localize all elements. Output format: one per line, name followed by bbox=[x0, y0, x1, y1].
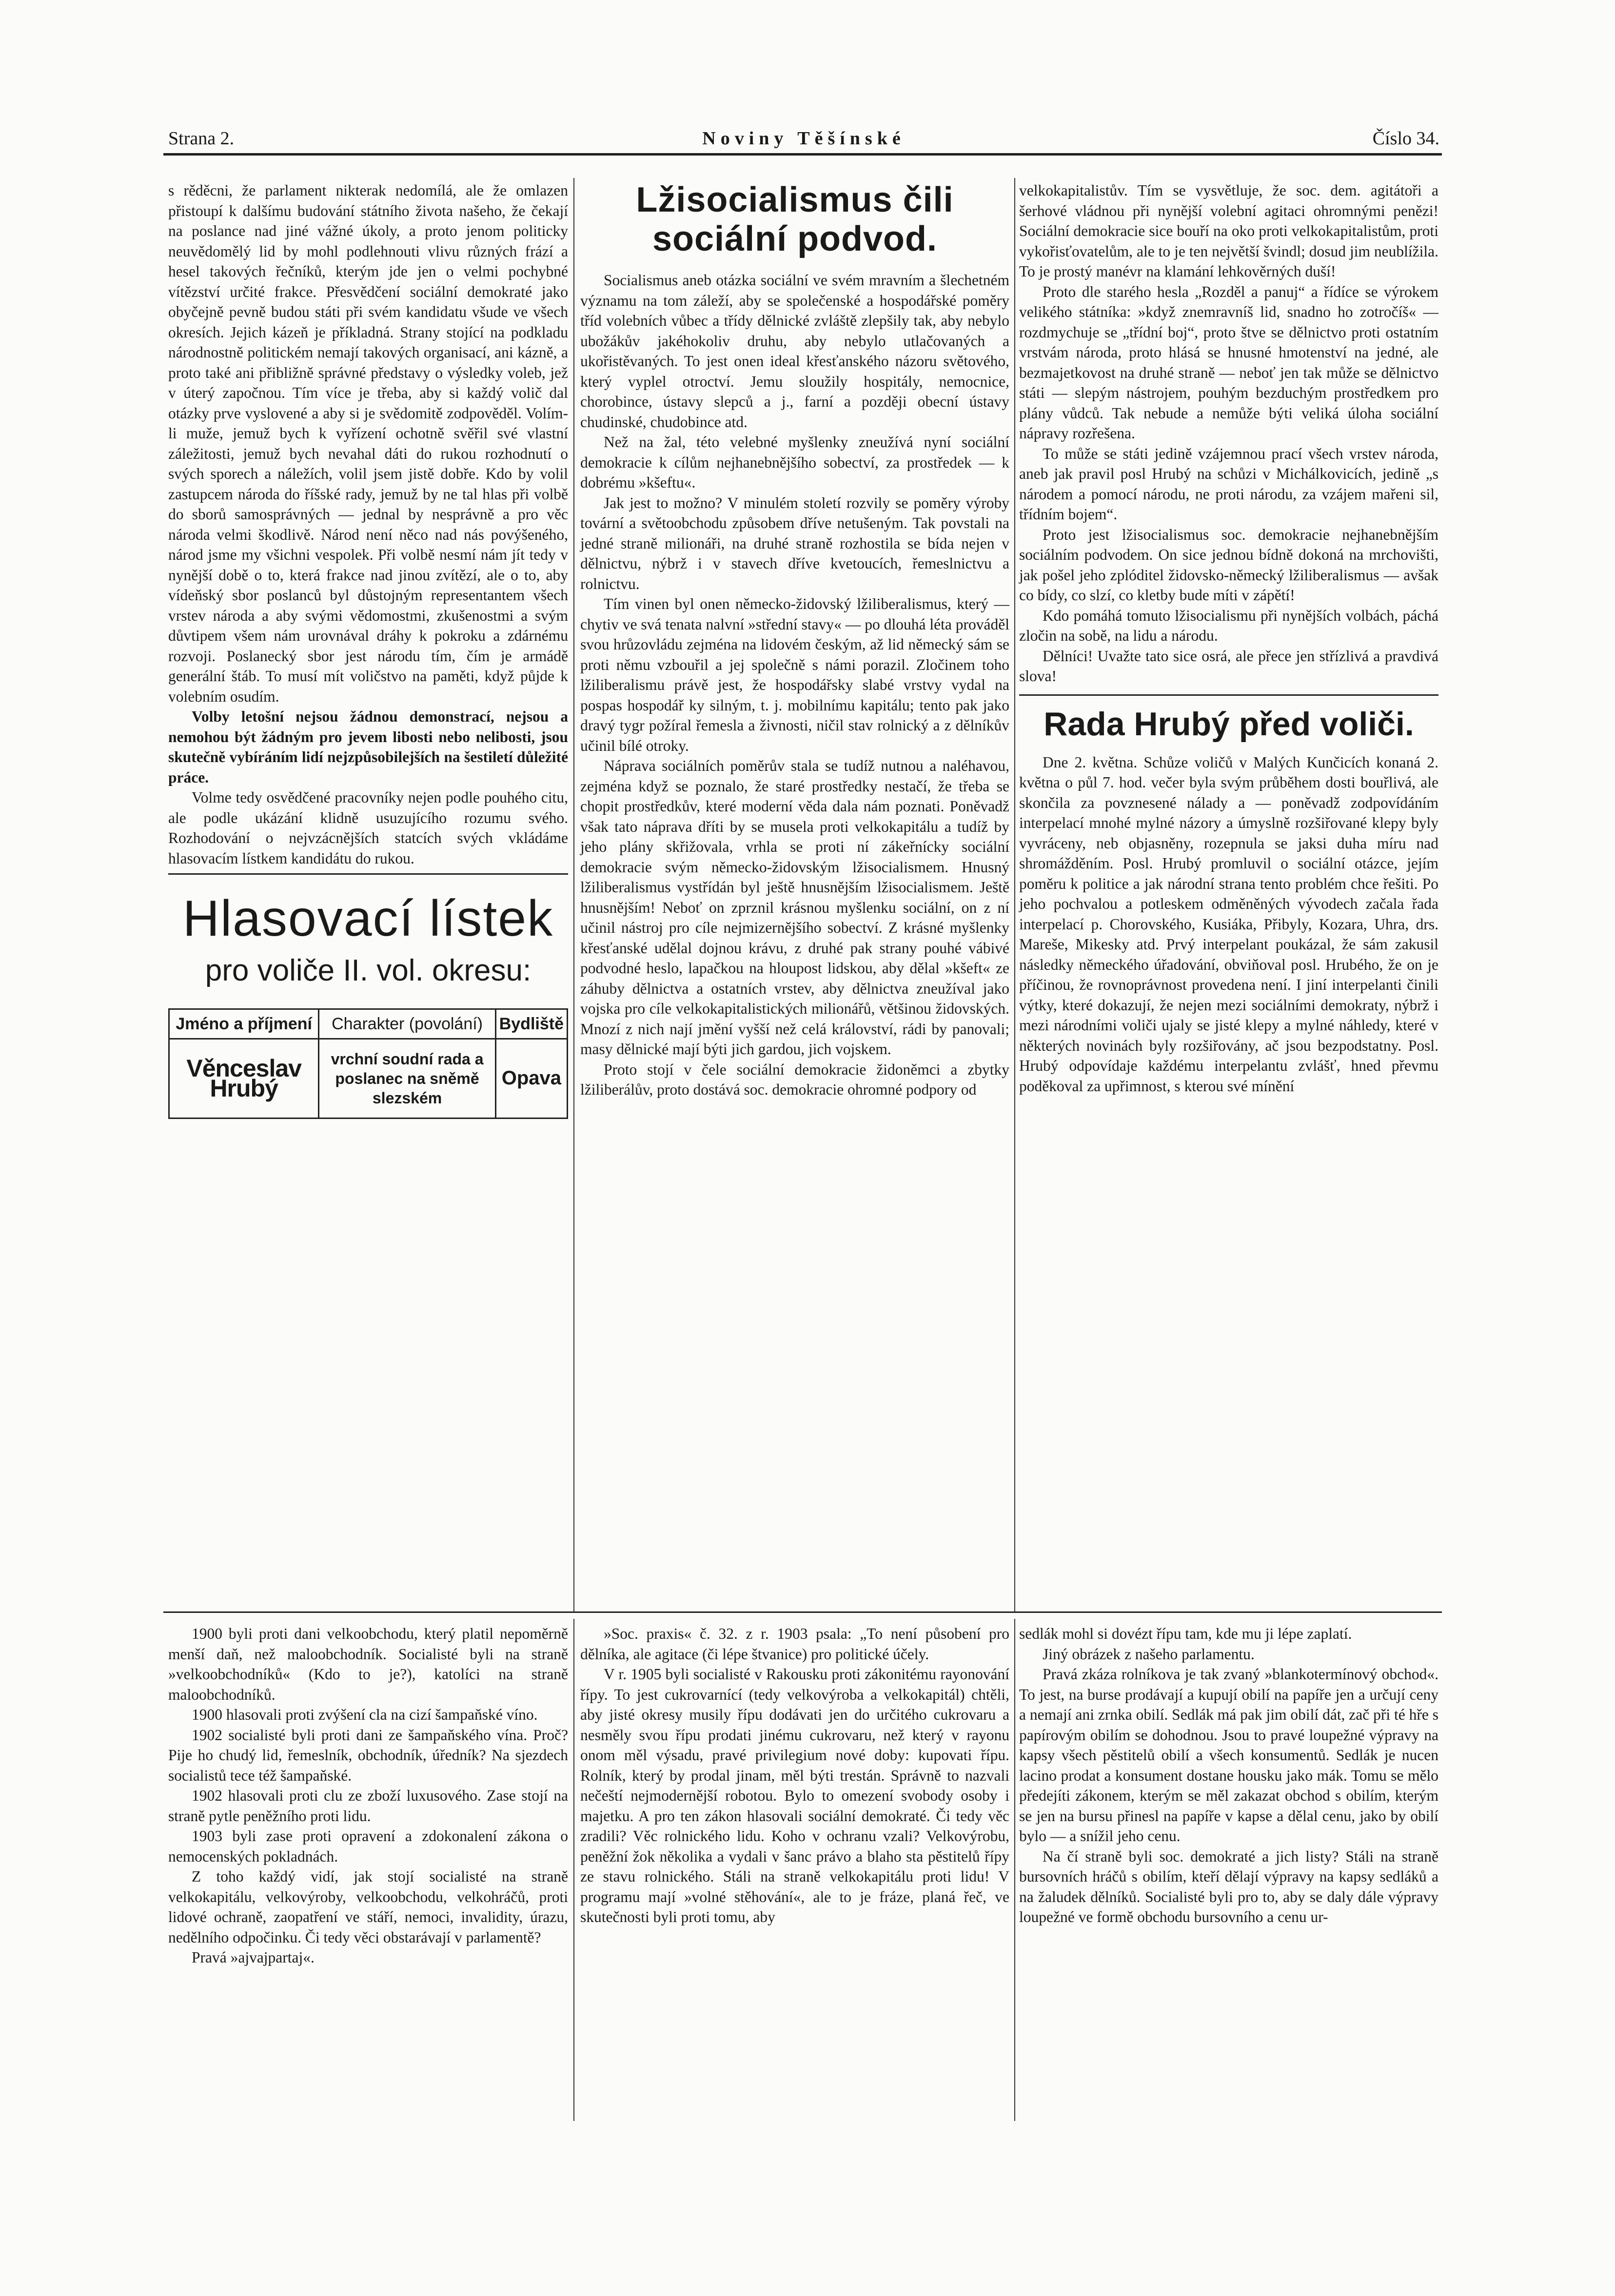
paragraph: Dělníci! Uvažte tato sice osrá, ale přece jen střízlivá a pravdivá slova! bbox=[1019, 647, 1438, 685]
divider bbox=[168, 873, 568, 875]
paragraph: V r. 1905 byli socialisté v Rakousku proti zákonitému rayonování řípy. To jest cukrovarnící (tedy velkovýroba a velkokapitál) chtěli, aby jisté okresy musily řípu dodávati jen do určitého cukrovaru a nesměly svou řípu prodati jinému cukrovaru, než který v rayonu onom měl výsadu, pravé privilegium nové doby: kupovati řípu. Rolník, který by prodal jinam, měl býti trestán. Správně to nazvali nečeští nejmodernější robotou. Bylo to omezení svobody osoby i majetku. A pro ten zákon hlasovali sociální demokraté. Či tedy věc zradili? Věc rolnického lidu. Koho v ochranu vzali? Velkovýrobu, peněžní žok několika a vydali v šanc právo a blaho sta pěstitelů řípy ze stavu rolnického. Stáli na straně velkokapitálu proti lidu! V programu mají »volné stěhování«, ale to je fráze, planá řeč, ve skutečnosti byli proti tomu, aby bbox=[580, 1666, 1009, 1925]
paragraph: Proto jest lžisocialismus soc. demokracie nejhanebnějším sociálním podvodem. On sice jednou bídně dokoná na mrchovišti, jak pošel jeho zplóditel židovsko-německý lžiliberalismus — avšak co bídy, co slzí, co kletby bude míti v zápětí! bbox=[1019, 526, 1438, 604]
article-title: Rada Hrubý před voliči. bbox=[1044, 705, 1414, 743]
column-2-upper bbox=[580, 180, 1009, 1100]
newspaper-title: Noviny Těšínské bbox=[702, 128, 906, 149]
ballot-title: Hlasovací lístek bbox=[182, 890, 554, 947]
paragraph: 1902 hlasovali proti clu ze zboží luxusového. Zase stojí na straně pytle peněžního proti lidu. bbox=[168, 1787, 568, 1825]
column-divider bbox=[1014, 1619, 1015, 2121]
paragraph: s rěděcni, že parlament nikterak nedomílá, ale že omlazen přistoupí k dalšímu budování státního života našeho, že čekají na poslance nad jiné vážné úkoly, a proto jenom politicky neuvědomělý lid by mohl podlehnouti vlivu různých frází a hesel takových řečníků, kterým jde jen o velmi pochybné vítězství určité frakce. Přesvědčení sociální demokraté jako obyčejně pevně budou státi při svém kandidatu všude ve všech okresích. Jejich kázeň je příkladná. Strany stojící na podkladu národnostně politickém nemají takových organisací, ani kázně, a proto také ani přibližně správné představy o výsledky voleb, jež v úterý započnou. Tím více je třeba, aby si každý volič dal otázky prve vyslovené a aby si je svědomitě zodpověděl. Volím-li muže, jemuž bych k vyřízení ochotně svěřil své vlastní záležitosti, jemuž bych nevahal dáti do rukou rozhodnutí o svých sporech a náležích, volil jsem jistě dobře. Kdo by volil zastupcem národa do říšské rady, jemuž by ne tal hlas při volbě do sborů samosprávných — jednal by nesprávně a pro věc národa velmi škodlivě. Národ není něco nad nás povýšeného, národ jsme my všichni vespolek. Při volbě nesmí nám jít tedy v nynější době o to, která frakce nad jinou zvítězí, ale o to, aby vídeňský sbor poslanců byl důstojným representantem všech vrstev národa a aby svými vědomostmi, zkušenostmi a svým důvtipem všem nám urovnával dráhy k pokroku a zdárnému rozvoji. Poslanecký sbor jest národu tím, čím je armádě generální štáb. To musí mít voličstvo na paměti, když půjde k volebním osudím. bbox=[168, 182, 568, 705]
paragraph: To může se státi jedině vzájemnou prací všech vrstev národa, aneb jak pravil posl Hrubý na schůzi v Michálkovicích, jedině „s národem a pomocí národu, ne proti národu, za vzájem mařeni sil, třídním bojem“. bbox=[1019, 445, 1438, 523]
article-title: Lžisocialismus čili sociální podvod. bbox=[636, 180, 954, 258]
column-3-lower bbox=[1019, 1624, 1438, 1927]
ballot-subtitle: pro voliče II. vol. okresu: bbox=[205, 954, 532, 987]
candidate-name: Věnceslav Hrubý bbox=[169, 1039, 319, 1119]
paragraph: Kdo pomáhá tomuto lžisocialismu při nynějších volbách, páchá zločin na sobě, na lidu a národu. bbox=[1019, 607, 1438, 644]
paragraph: Volme tedy osvědčené pracovníky nejen podle pouhého citu, ale podle ukázání klidně usuzujícího rozumu svého. Rozhodování o nejvzácnějších statcích svých vkládáme hlasovacím lístkem kandidátu do rukou. bbox=[168, 789, 568, 867]
paragraph: Jak jest to možno? V minulém století rozvily se poměry výroby tovární a světoobchodu způsobem dříve netušeným. Tak povstali na jedné straně milionáři, na druhé straně rozhostila se bída nejen v dělnictvu, nýbrž i v stavech dříve kvetoucích, řemeslnictvu a rolnictvu. bbox=[580, 494, 1009, 592]
issue-number: Číslo 34. bbox=[1372, 128, 1439, 149]
paragraph: Jiný obrázek z našeho parlamentu. bbox=[1043, 1645, 1255, 1663]
paragraph: 1903 byli zase proti opravení a zdokonalení zákona o nemocenských pokladnách. bbox=[168, 1827, 568, 1865]
header-rule bbox=[163, 153, 1442, 156]
column-divider bbox=[573, 1619, 574, 2121]
paragraph: 1900 byli proti dani velkoobchodu, který platil nepoměrně menší daň, než maloobchodník. Socialisté byli na straně »velkoobchodníků« (Kdo to je?), katolíci na straně maloobchodníků. bbox=[168, 1625, 568, 1703]
paragraph: Z toho každý vidí, jak stojí socialisté na straně velkokapitálu, velkovýroby, velkoobchodu, velkohráčů, proti lidové ochraně, zaopatření ve stáří, nemoci, invalidity, úrazu, nedělního odpočinku. Či tedy věci obstarávají v parlamentě? bbox=[168, 1868, 568, 1946]
section-rule bbox=[163, 1611, 1442, 1613]
divider bbox=[1019, 694, 1438, 696]
column-2-lower bbox=[580, 1624, 1009, 1927]
paragraph: velkokapitalistův. Tím se vysvětluje, že soc. dem. agitátoři a šerhové vládnou při nynější volební agitaci ohromnými penězi! Sociální demokracie sice bouří na oko proti velkokapitalistům, proti vykořisťovatelům, ale to je ten největší švindl; dosud jim neublížila. To je prostý manévr na klamání lehkověrných duší! bbox=[1019, 182, 1438, 280]
paragraph: Dne 2. května. Schůze voličů v Malých Kunčicích konaná 2. května o půl 7. hod. večer byla svým průběhem dosti bouřlivá, ale skončila za povznesené nálady a — poněvadž zodpovídáním interpelací mnohé mylné názory a úmyslně rozšiřované klepy byly vyvráceny, neb objasněny, rozepnula se jaksi duha míru nad shromážděním. Posl. Hrubý promluvil o sociální otázce, jejím poměru k politice a jak národní strana tento problém chce řešiti. Po jeho pochvalou a potleskem odměněných vývodech začala řada interpelací p. Chorovského, Kusiáka, Přibyly, Kozara, Uhra, drs. Mareše, Mikesky atd. Prvý interpelant poukázal, že sám zakusil následky německého úřadování, obviňoval posl. Hrubého, že on je příčinou, že rovnoprávnost provedena není. I jiní interpelanti činili výtky, které dokazují, že nejen mezi sociálními demokraty, nýbrž i mezi národními voliči ujaly se jisté klepy a mylné náhledy, které v některých novinách byly rozšiřovány, ač jsou bezpodstatny. Posl. Hrubý odpovídaje každému interpelantu zvlášť, hned převmu poděkoval za upřimnost, s kterou své mínění bbox=[1019, 753, 1438, 1095]
ballot-header-name: Jméno a příjmení bbox=[169, 1009, 319, 1039]
candidate-residence: Opava bbox=[495, 1039, 567, 1119]
page-header bbox=[168, 128, 1439, 152]
paragraph: sedlák mohl si dovézt řípu tam, kde mu ji lépe zaplatí. bbox=[1019, 1625, 1352, 1642]
ballot-table bbox=[168, 1008, 568, 1119]
page-number: Strana 2. bbox=[168, 128, 235, 149]
paragraph: Socialismus aneb otázka sociální ve svém mravním a šlechetném významu na tom záleží, aby se společenské a hospodářské poměry tříd volebních vůbec a třídy dělnické zvláště zlepšily tak, aby nebylo ubožákův jakéhokoliv druhu, aby nebylo utlačovaných a ukořistěvaných. To jest onen ideal křesťanského názoru světového, který vyplel otroctví. Jemu sloužily hospitály, nemocnice, chorobince, ústavy slepců a j., farní a později obecní ústavy chudinské, chudobince atd. bbox=[580, 272, 1009, 431]
ballot-header-character: Charakter (povolání) bbox=[319, 1009, 495, 1039]
paragraph: Proto stojí v čele sociální demokracie židoněmci a zbytky lžiliberálův, proto dostává soc. demokracie ohromné podpory od bbox=[580, 1060, 1009, 1098]
candidate-character: vrchní soudní rada a poslanec na sněmě slezském bbox=[319, 1039, 495, 1119]
column-1-lower bbox=[168, 1624, 568, 1968]
paragraph-emphasis: Volby letošní nejsou žádnou demonstrací, nejsou a nemohou být žádným pro jevem libosti nebo nelibosti, jsou skutečně vybíráním lidí nejzpůsobilejších na šestiletí důležité práce. bbox=[168, 708, 568, 786]
column-divider bbox=[573, 178, 574, 1611]
column-3-upper bbox=[1019, 180, 1438, 1096]
paragraph: 1900 hlasovali proti zvýšení cla na cizí šampaňské víno. bbox=[192, 1706, 538, 1723]
paragraph: 1902 socialisté byli proti dani ze šampaňského vína. Proč? Pije ho chudý lid, řemeslník, obchodník, úředník? Na sjezdech socialistů tece též šampaňské. bbox=[168, 1726, 568, 1784]
paragraph: Pravá »ajvajpartaj«. bbox=[192, 1949, 315, 1966]
paragraph: Proto dle starého hesla „Rozděl a panuj“ a řídíce se výrokem velikého státníka: »když znemravníš lid, snadno ho zotročíš« — rozdmychuje se „třídní boj“, proto štve se dělnictvo proti ostatním vrstvám národa, proto hlásá se hnusné hmotenství na jedné, ale bezmajetkovost na druhé straně — neboť jen tak může se dělnictvo státi — slepým nástrojem, pouhým bezduchým prostředkem pro plány vůdců. Tak nebude a nemůže býti veliká úloha sociální nápravy rozřešena. bbox=[1019, 283, 1438, 442]
column-1-upper bbox=[168, 180, 568, 1119]
paragraph: Než na žal, této velebné myšlenky zneužívá nyní sociální demokracie k cílům nejhanebnějšího sobectví, za prostředek — k dobrému »kšeftu«. bbox=[580, 433, 1009, 491]
ballot-header-residence: Bydliště bbox=[495, 1009, 567, 1039]
paragraph: »Soc. praxis« č. 32. z r. 1903 psala: „To není působení pro dělníka, ale agitace (či lépe štvanice) pro politické účely. bbox=[580, 1625, 1009, 1663]
paragraph: Pravá zkáza rolníkova je tak zvaný »blankotermínový obchod«. To jest, na burse prodávají a kupují obilí na papíře jen a určují ceny a nemají ani zrnka obilí. Sedlák má pak jim obilí dát, zač při té hře s papírovým obilím se dohodnou. Jsou to pravé loupežné výpravy na kapsy všech pěstitelů obilí a všech konsumentů. Sedlák je nucen lacino prodat a konsument dostane housku jako mák. Tomu se mělo předejíti zákonem, kterým se měl zakazat obchod s obilím, kterým se jen na bursu přinesl na papíře v kapse a dělal cenu, jako by obilí bylo — a snížil jeho cenu. bbox=[1019, 1666, 1438, 1845]
paragraph: Náprava sociálních poměrův stala se tudíž nutnou a naléhavou, zejména když se poznalo, že staré prostředky nestačí, že třeba se chopit prostředkův, které moderní věda dala nám poznati. Poněvadž však tato náprava dříti by se musela proti velkokapitálu a tudíž by jeho plány skřižovala, vrhla se proti ní zákeřnícky sociální demokracie svým německo-židovským lžisocialismem. Hnusný lžiliberalismus vystřídán byl ještě hnusnějším lžisocialismem. Ještě hnusnějším! Neboť on zprznil krásnou myšlenku sociální, on z ní učinil nástroj pro cíle nejmizernějšího sobectví. Z krásné myšlenky křesťanské udělal dojnou krávu, z druhé pak strany pouhé vábivé podvodné heslo, lapačkou na hloupost lidskou, aby dělal »kšeft« ze záhuby dělnictva a ostatních vrstev, aby dělnictva zneužíval jako vojska pro cíle velkokapitalistických milionářů, většinou židovských. Mnozí z nich nají jmění vyšší než celá království, rádi by panovali; masy dělnické mají býti jich gardou, jich vojskem. bbox=[580, 757, 1009, 1058]
paragraph: Na čí straně byli soc. demokraté a jich listy? Stáli na straně bursovních hráčů s obilím, kteří dělají výpravy na kapsy sedláků a na žaludek dělníků. Socialisté byli pro to, aby se daly dále výpravy loupežné ve formě obchodu bursovního a cenu ur- bbox=[1019, 1847, 1438, 1925]
column-divider bbox=[1014, 178, 1015, 1611]
paragraph: Tím vinen byl onen německo-židovský lžiliberalismus, který — chytiv ve svá tenata nalvní »střední stavy« — po dlouhá léta prováděl svou hrůzovládu zejména na lidovém českým, až lid německý sám se proti němu vzbouřil a jej společně s námi porazil. Zločinem toho lžiliberalismu právě jest, že hospodářsky slabé vrstvy vydal na pospas hospodář ky silným, t. j. mobilnímu kapitálu; tento pak jako dravý tygr požíral řemesla a živnosti, ničil stav rolnický a z dělníkův učinil bílé otroky. bbox=[580, 595, 1009, 754]
